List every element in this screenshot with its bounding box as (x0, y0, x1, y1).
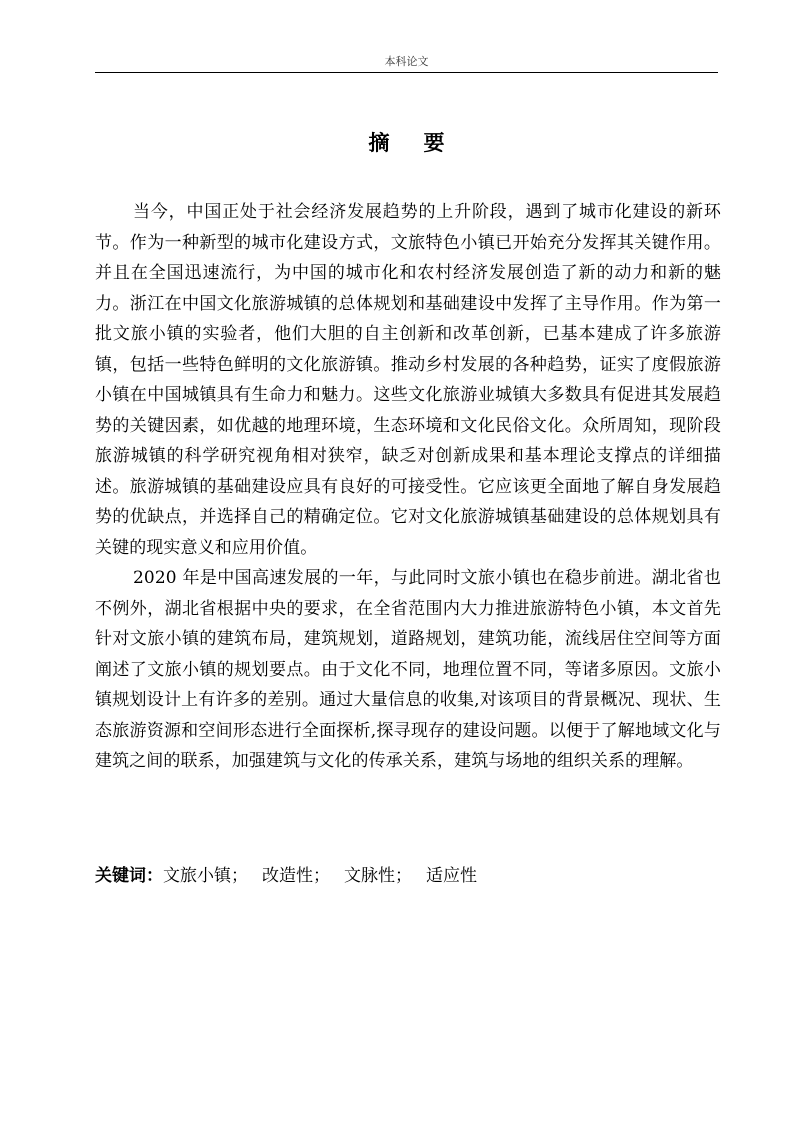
keywords-line (95, 861, 721, 891)
abstract-body (95, 197, 721, 777)
keyword-item: 改造性； (262, 866, 330, 886)
header-rule (95, 72, 718, 73)
abstract-title: 摘要 (368, 131, 479, 155)
running-header: 本科论文 (384, 55, 429, 68)
keywords-label: 关键词： (95, 866, 163, 886)
keyword-item: 文脉性； (344, 866, 412, 886)
keyword-item: 文旅小镇； (163, 866, 248, 886)
abstract-paragraph: 当今，中国正处于社会经济发展趋势的上升阶段，遇到了城市化建设的新环节。作为一种新型的城市化建设方式，文旅特色小镇已开始充分发挥其关键作用。并且在全国迅速流行，为中国的城市化和农村经济发展创造了新的动力和新的魅力。浙江在中国文化旅游城镇的总体规划和基础建设中发挥了主导作用。作为第一批文旅小镇的实验者，他们大胆的自主创新和改革创新，已基本建成了许多旅游镇，包括一些特色鲜明的文化旅游镇。推动乡村发展的各种趋势，证实了度假旅游小镇在中国城镇具有生命力和魅力。这些文化旅游业城镇大多数具有促进其发展趋势的关键因素，如优越的地理环境，生态环境和文化民俗文化。众所周知，现阶段旅游城镇的科学研究视角相对狭窄，缺乏对创新成果和基本理论支撑点的详细描述。旅游城镇的基础建设应具有良好的可接受性。它应该更全面地了解自身发展趋势的优缺点，并选择自己的精确定位。它对文化旅游城镇基础建设的总体规划具有关键的现实意义和应用价值。 (95, 202, 721, 558)
keyword-item: 适应性 (426, 866, 477, 886)
abstract-paragraph: 2020 年是中国高速发展的一年，与此同时文旅小镇也在稳步前进。湖北省也不例外，湖北省根据中央的要求，在全省范围内大力推进旅游特色小镇，本文首先针对文旅小镇的建筑布局，建筑规划，道路规划，建筑功能，流线居住空间等方面阐述了文旅小镇的规划要点。由于文化不同，地理位置不同，等诸多原因。文旅小镇规划设计上有许多的差别。通过大量信息的收集,对该项目的背景概况、现状、生态旅游资源和空间形态进行全面探析,探寻现存的建设问题。以便于了解地域文化与建筑之间的联系，加强建筑与文化的传承关系，建筑与场地的组织关系的理解。 (95, 568, 721, 771)
